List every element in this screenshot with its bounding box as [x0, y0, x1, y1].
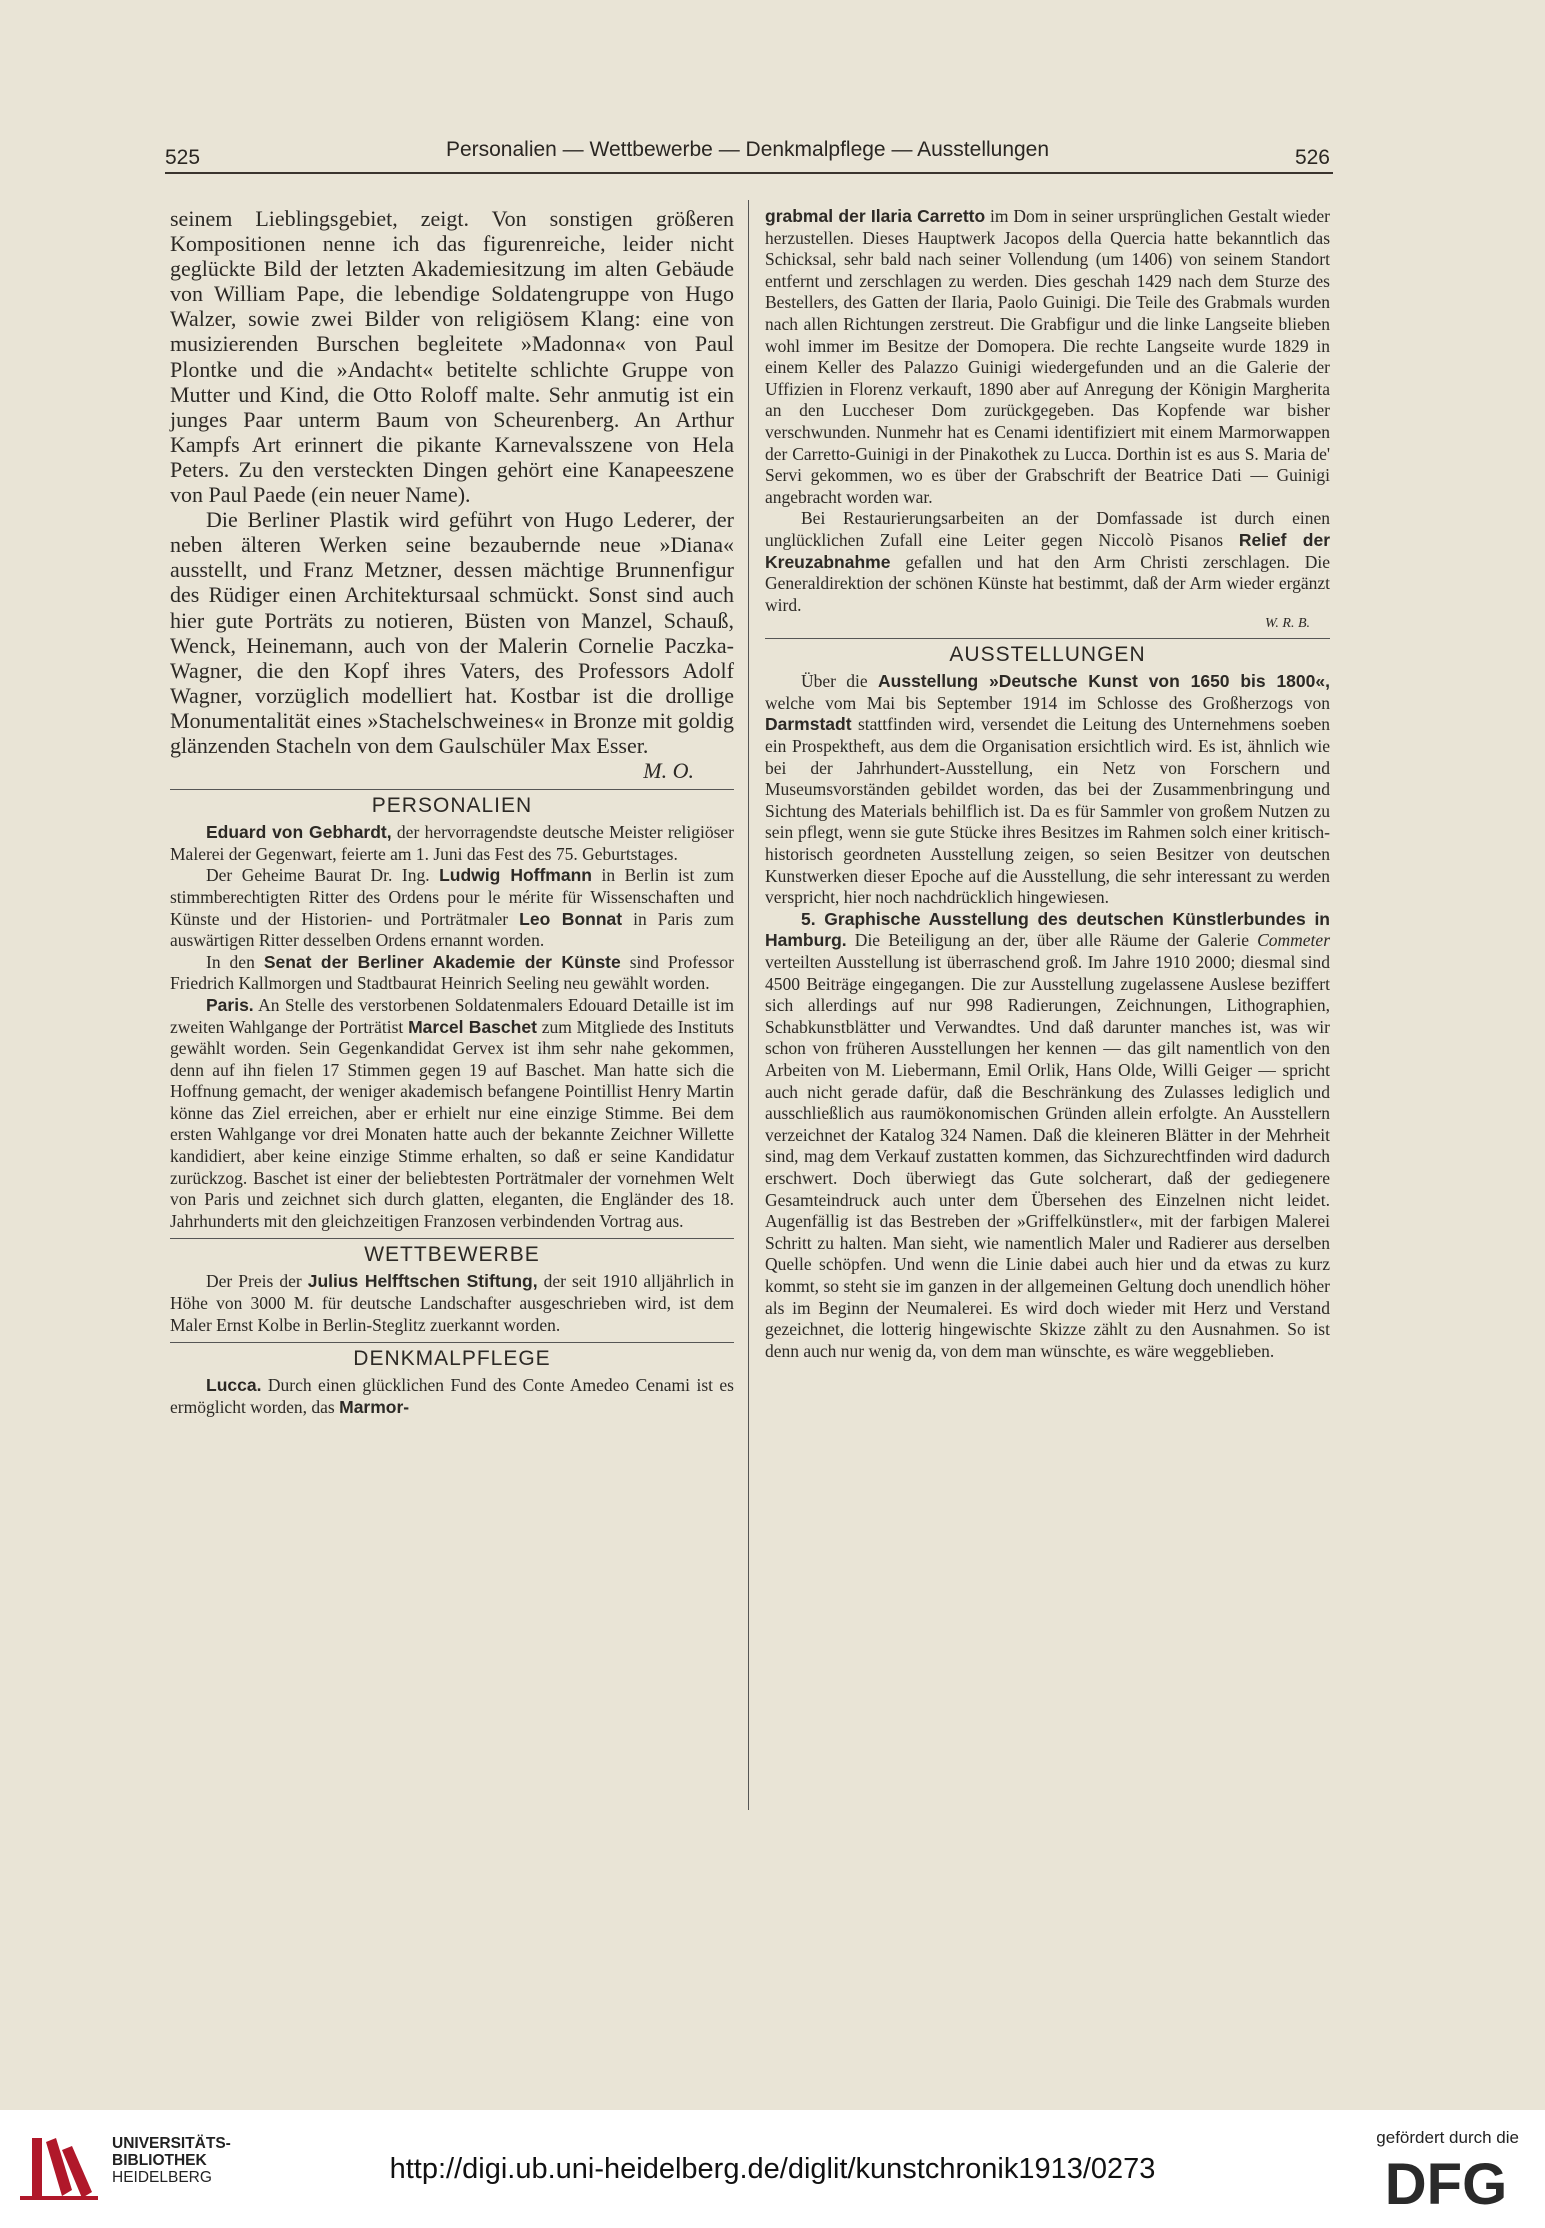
- section-rule: [170, 789, 734, 790]
- denkmalpflege-paragraph: Lucca. Durch einen glücklichen Fund des Conte Amedeo Cenami ist es ermöglicht worden, das Marmor-: [170, 1375, 734, 1417]
- header-rule: [165, 172, 1333, 174]
- funding-note: gefördert durch die: [1376, 2128, 1519, 2147]
- right-column: [765, 206, 1330, 1362]
- signature-wrb: W. R. B.: [1265, 616, 1310, 632]
- heading-personalien: PERSONALIEN: [371, 794, 533, 818]
- personalien-paragraph-3: In den Senat der Berliner Akademie der Künste sind Professor Friedrich Kallmorgen und Stadtbaurat Heinrich Seeling neu gewählt worden.: [170, 951, 734, 994]
- heading-wettbewerbe: WETTBEWERBE: [364, 1243, 540, 1267]
- section-rule: [765, 638, 1330, 639]
- section-rule: [170, 1342, 734, 1343]
- personalien-paragraph-2: Der Geheime Baurat Dr. Ing. Ludwig Hoffmann in Berlin ist zum stimmberechtigten Ritter des Ordens pour le mérite für Wissenschaften und Künste und der Historien- und Porträtmaler Leo Bonnat in Paris zum auswärtigen Ritter desselben Ordens ernannt worden.: [170, 865, 734, 951]
- library-line-2: BIBLIOTHEK: [112, 2152, 207, 2169]
- column-divider: [748, 200, 749, 1810]
- svg-text:DFG: DFG: [1384, 2152, 1508, 2210]
- running-title: Personalien — Wettbewerbe — Denkmalpflege — Ausstellungen: [445, 138, 1050, 161]
- pisano-paragraph: Bei Restaurierungsarbeiten an der Domfassade ist durch einen unglücklichen Zufall eine Leiter gegen Niccolò Pisanos Relief der Kreuzabnahme gefallen und hat den Arm Christi zerschlagen. Die Generaldirektion der schönen Künste hat bestimmt, daß der Arm wieder ergänzt wird.: [765, 508, 1331, 615]
- heading-ausstellungen: AUSSTELLUNGEN: [949, 643, 1146, 667]
- page-number-left: 525: [165, 146, 201, 169]
- personalien-paragraph-1: Eduard von Gebhardt, der hervorragendste deutsche Meister religiöser Malerei der Gegenwart, feierte am 1. Juni das Fest des 75. Geburtstages.: [170, 822, 734, 864]
- wettbewerbe-paragraph: Der Preis der Julius Helfftschen Stiftung, der seit 1910 alljährlich in Höhe von 3000 M. für deutsche Landschafter ausgeschrieben wird, ist dem Maler Ernst Kolbe in Berlin-Steglitz zuerkannt worden.: [170, 1271, 735, 1335]
- intro-paragraph: seinem Lieblingsgebiet, zeigt. Von sonstigen größeren Kompositionen nenne ich das figurenreiche, leider nicht geglückte Bild der letzten Akademiesitzung im alten Gebäude von William Pape, die lebendige Soldatengruppe von Hugo Walzer, sowie zwei Bilder von religiösem Klang: eine von musizierenden Burschen begleitete »Madonna« von Paul Plontke und die »Andacht« betitelte schlichte Gruppe von Mutter und Kind, die Otto Roloff malte. Sehr anmutig ist ein junges Paar unterm Baum von Scheurenberg. An Arthur Kampfs Art erinnert die pikante Karnevalsszene von Hela Peters. Zu den versteckten Dingen gehört eine Kanapeeszene von Paul Paede (ein neuer Name).: [170, 206, 734, 508]
- personalien-paragraph-4: Paris. An Stelle des verstorbenen Soldatenmalers Edouard Detaille ist im zweiten Wahlgange der Porträtist Marcel Baschet zum Mitgliede des Instituts gewählt worden. Sein Gegenkandidat Gervex ist ihm sehr nahe gekommen, denn auf ihn fielen 17 Stimmen gegen 19 auf Baschet. Man hatte sich die Hoffnung gemacht, der weniger akademisch befangene Pointillist Henry Martin könne das Ziel erreichen, aber er erhielt nur eine einzige Stimme. Bei dem ersten Wahlgange vor drei Monaten hatte auch der bekannte Zeichner Willette kandidiert, aber keine einzige Stimme erhalten, so daß er seine Kandidatur zurückzog. Baschet ist einer der beliebtesten Porträtmaler der vornehmen Welt von Paris und zeichnet sich durch glatten, eleganten, die Engländer des 18. Jahrhunderts mit den gleichzeitigen Franzosen verbindenden Vortrag aus.: [170, 994, 734, 1231]
- section-rule: [170, 1238, 734, 1239]
- dfg-logo-icon: [1371, 2152, 1521, 2210]
- library-line-3: HEIDELBERG: [112, 2169, 212, 2186]
- permalink-url[interactable]: http://digi.ub.uni-heidelberg.de/diglit/kunstchronik1913/0273: [389, 2153, 1156, 2185]
- heading-denkmalpflege: DENKMALPFLEGE: [353, 1347, 551, 1371]
- signature-mo: M. O.: [643, 758, 694, 784]
- plastik-paragraph: Die Berliner Plastik wird geführt von Hugo Lederer, der neben älteren Werken seine bezaubernde neue »Diana« ausstellt, und Franz Metzner, dessen mächtige Brunnenfigur des Rüdiger einen Architektursaal schmückt. Sonst sind auch hier gute Porträts zu notieren, Büsten von Manzel, Schauß, Wenck, Heinemann, auch von der Malerin Cornelie Paczka-Wagner, die den Kopf ihres Vaters, des Professors Adolf Wagner, vorzüglich modelliert hat. Kostbar ist die drollige Monumentalität eines »Stachelschweines« in Bronze mit goldig glänzenden Stacheln von dem Gaulschüler Max Esser.: [170, 507, 734, 758]
- library-line-1: UNIVERSITÄTS-: [112, 2135, 231, 2152]
- page-number-right: 526: [1294, 146, 1330, 169]
- lucca-continuation: grabmal der Ilaria Carretto im Dom in seiner ursprünglichen Gestalt wieder herzustellen. Dieses Hauptwerk Jacopos della Quercia hatte bekanntlich das Schicksal, sehr bald nach seiner Vollendung (um 1406) von seinem Standort entfernt und zerschlagen zu werden. Dies geschah 1429 nach dem Sturze des Bestellers, des Gatten der Ilaria, Paolo Guinigi. Die Teile des Grabmals wurden nach allen Richtungen zerstreut. Die Grabfigur und die linke Langseite blieben wohl immer im Besitze der Domopera. Die rechte Langseite wurde 1829 in einem Keller des Palazzo Guinigi wiedergefunden und an die Galerie der Uffizien in Florenz verkauft, 1890 aber auf Anregung der Königin Margherita an den Luccheser Dom zurückgegeben. Das Kopfende war bisher verschwunden. Nunmehr hat es Cenami identifiziert mit einem Marmorwappen der Carretto-Guinigi in der Pinakothek zu Lucca. Dorthin ist es aus S. Maria de' Servi gekommen, wo es über der Grabschrift der Beatrice Dati — Guinigi angebracht worden war.: [765, 206, 1331, 507]
- left-column: [170, 206, 734, 1418]
- hamburg-paragraph: 5. Graphische Ausstellung des deutschen Künstlerbundes in Hamburg. Die Beteiligung an der, über alle Räume der Galerie Commeter verteilten Ausstellung ist überraschend groß. Im Jahre 1910 2000; diesmal sind 4500 Beiträge eingegangen. Die zur Ausstellung zugelassene Auslese beziffert sich allerdings auf nur 998 Radierungen, Zeichnungen, Lithographien, Schabkunstblätter und Verwandtes. Und daß darunter manches ist, was wir schon von früheren Ausstellungen her kennen — das gilt namentlich von den Arbeiten von M. Liebermann, Emil Orlik, Hans Olde, Willi Geiger — spricht auch nicht gerade dafür, daß die Beschränkung des Zulasses lediglich und ausschließlich aus raumökonomischen Gründen allein erfolgte. An Ausstellern verzeichnet der Katalog 324 Namen. Daß die kleineren Blätter in der Mehrheit sind, mag dem Verkauf zustatten kommen, das Sichzurechtfinden wird dadurch erschwert. Doch überwiegt das Gute solcherart, daß der gediegenere Gesamteindruck auch unter dem Übersehen des Einzelnen nicht leidet. Augenfällig ist das Bestreben der »Griffelkünstler«, mit der farbigen Malerei Schritt zu halten. Man sieht, wie namentlich Maler und Radierer aus derselben Quelle schöpfen. Und wenn die Linie dabei auch hier und da etwas zu kurz kommt, so steht sie im ganzen in der allgemeinen Geltung doch unendlich höher als im Beginn der Neumalerei. Es wird doch wieder mit Herz und Verstand gezeichnet, die lotterig hingewischte Skizze zählt zu den Ausnahmen. So ist denn auch nur wenig da, von dem man wünschte, es wäre weggeblieben.: [765, 908, 1330, 1361]
- darmstadt-paragraph: Über die Ausstellung »Deutsche Kunst von 1650 bis 1800«, welche vom Mai bis September 1914 im Schlosse des Großherzogs von Darmstadt stattfinden wird, versendet die Leitung des Unternehmens soeben ein Prospektheft, aus dem die Organisation ersichtlich wird. Es ist, ähnlich wie bei der Jahrhundert-Ausstellung, ein Netz von Forschern und Museumsvorständen gebildet worden, das bei der Zusammenbringung und Sichtung des Materials behilflich ist. Da es für Sammler von großem Nutzen zu sein pflegt, wenn sie gute Stücke ihres Besitzes im Rahmen solch einer kritisch-historisch geordneten Ausstellung zeigen, so seien Besitzer von deutschen Kunstwerken dieser Epoche auf die Ausstellung, die sehr interessant zu werden verspricht, hier noch nachdrücklich hingewiesen.: [765, 671, 1330, 908]
